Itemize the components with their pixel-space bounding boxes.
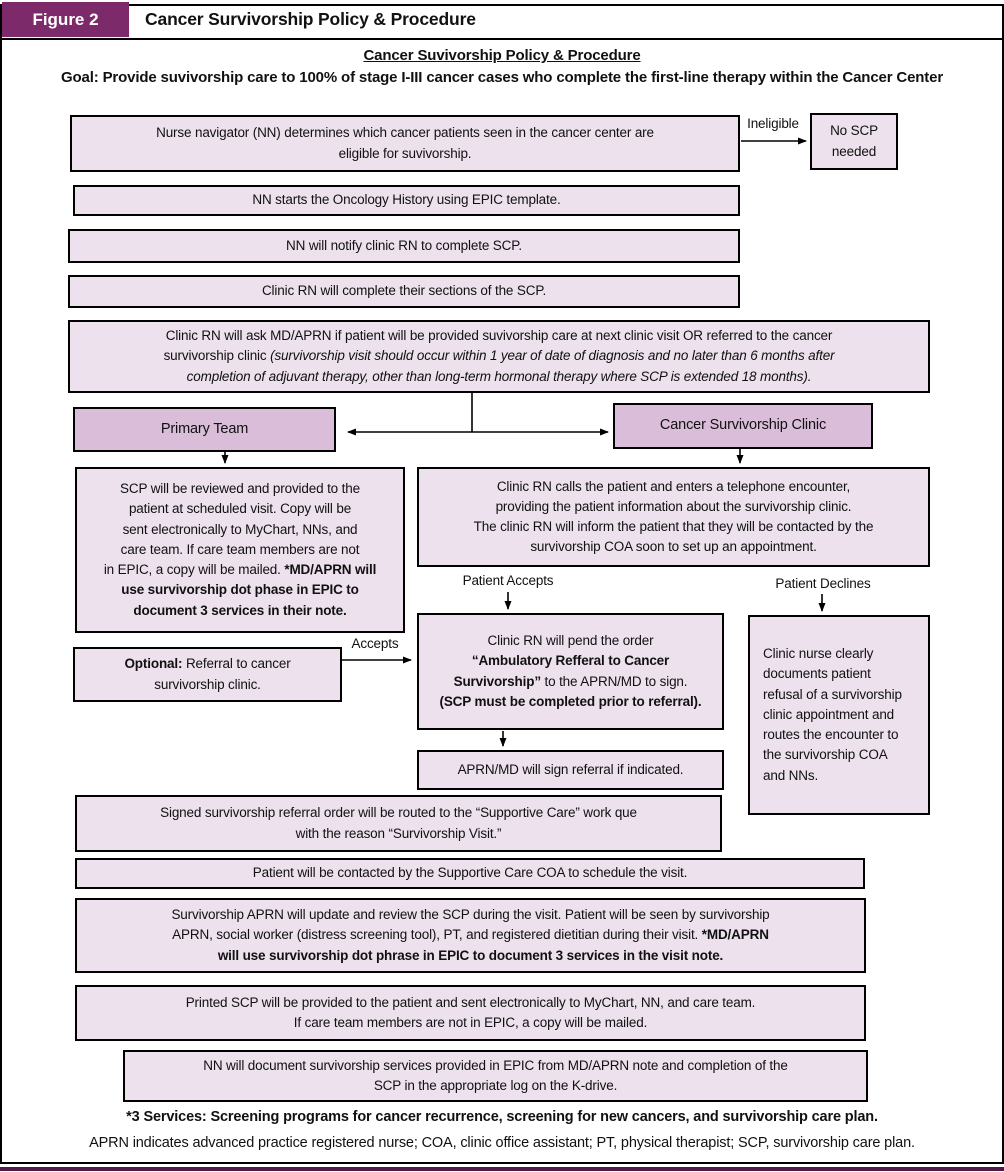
box-rn-complete-sections: [68, 275, 740, 308]
box-signed-order-routed: [75, 795, 722, 852]
box-signed-order-routed-text: Signed survivorship referral order will be routed to the “Supportive Care” work que with the reason “Survivorship Visit.”: [160, 805, 637, 841]
figure-label: Figure 2: [32, 9, 99, 29]
box-optional-referral-text: Optional: Referral to cancer survivorship clinic.: [124, 656, 291, 692]
box-telephone-encounter: [417, 467, 930, 567]
label-ineligible: Ineligible: [747, 116, 799, 131]
footnote-3-services: *3 Services: Screening programs for cancer recurrence, screening for new cancers, and survivorship care plan.: [126, 1109, 878, 1125]
box-pend-order-text: Clinic RN will pend the order “Ambulatory Refferal to Cancer Survivorship” to the APRN/MD to sign. (SCP must be completed prior to referral).: [439, 633, 702, 709]
box-notify-clinic-rn: [68, 229, 740, 263]
figure-label-badge: [2, 2, 129, 37]
box-printed-scp: [75, 985, 866, 1041]
box-patient-contacted: [75, 858, 865, 889]
box-survivorship-aprn-visit: [75, 898, 866, 973]
box-optional-referral: [73, 647, 342, 702]
figure-title: Cancer Survivorship Policy & Procedure: [145, 9, 476, 29]
label-accepts: Accepts: [351, 636, 399, 651]
box-primary-team-text: Primary Team: [160, 420, 249, 437]
box-notify-clinic-rn-text: NN will notify clinic RN to complete SCP.: [286, 237, 522, 253]
box-cancer-survivorship-clinic: [613, 403, 873, 449]
box-clinic-nurse-documents-text: Clinic nurse clearly documents patient refusal of a survivorship clinic appointment and routes the encounter to the survivorship COA and NNs.: [763, 646, 902, 783]
header-divider: [0, 38, 1004, 40]
flowchart-goal: Goal: Provide suvivorship care to 100% of stage I-III cancer cases who complete the first-line therapy within the Cancer Center: [60, 69, 944, 86]
label-patient-declines: Patient Declines: [775, 576, 871, 591]
box-telephone-encounter-text: Clinic RN calls the patient and enters a telephone encounter, providing the patient information about the survivorship clinic. The clinic RN will inform the patient that they will be contacted by the survivorship COA soon to set up an appointment.: [473, 478, 874, 555]
box-patient-contacted-text: Patient will be contacted by the Supportive Care COA to schedule the visit.: [252, 865, 688, 881]
box-ask-md-aprn-text: Clinic RN will ask MD/APRN if patient will be provided suvivorship care at next clinic visit OR referred to the cancer survivorship clinic (survivorship visit should occur within 1 year of date of diagnosis and no later than 6 months after completion of adjuvant therapy, other than long-term hormonal therapy where SCP is extended 18 months).: [163, 328, 835, 384]
box-no-scp-needed: [810, 113, 898, 170]
box-printed-scp-text: Printed SCP will be provided to the patient and sent electronically to MyChart, NN, and care team. If care team members are not in EPIC, a copy will be mailed.: [185, 994, 756, 1030]
box-nurse-navigator-text: Nurse navigator (NN) determines which cancer patients seen in the cancer center are eligible for suvivorship.: [156, 125, 654, 161]
box-sign-referral: [417, 750, 724, 790]
footnote-abbreviations: APRN indicates advanced practice registered nurse; COA, clinic office assistant; PT, physical therapist; SCP, survivorship care plan.: [89, 1135, 915, 1151]
box-nn-document-services-text: NN will document survivorship services provided in EPIC from MD/APRN note and completion of the SCP in the appropriate log on the K-drive.: [203, 1057, 788, 1093]
box-no-scp-needed-text: No SCP needed: [830, 123, 878, 159]
box-sign-referral-text: APRN/MD will sign referral if indicated.: [457, 761, 684, 777]
box-pend-order: [417, 613, 724, 730]
box-oncology-history-text: NN starts the Oncology History using EPIC template.: [252, 192, 561, 208]
box-scp-review-text: SCP will be reviewed and provided to the patient at scheduled visit. Copy will be sent electronically to MyChart, NNs, and care team. If care team members are not in EPIC, a copy will be mailed. *MD/APRN will use survivorship dot phase in EPIC to document 3 services in their note.: [103, 481, 377, 618]
page-bottom-rule: [0, 1167, 1004, 1171]
box-primary-team: [73, 407, 336, 452]
box-ask-md-aprn: [68, 320, 930, 393]
box-nurse-navigator: [70, 115, 740, 172]
label-patient-accepts: Patient Accepts: [462, 573, 554, 588]
box-rn-complete-sections-text: Clinic RN will complete their sections of the SCP.: [261, 283, 547, 299]
box-cancer-survivorship-clinic-text: Cancer Survivorship Clinic: [659, 417, 827, 434]
box-oncology-history: [73, 185, 740, 216]
flowchart-title: Cancer Suvivorship Policy & Procedure: [363, 47, 641, 64]
box-survivorship-aprn-visit-text: Survivorship APRN will update and review the SCP during the visit. Patient will be seen by survivorship APRN, social worker (distress screening tool), PT, and registered dietitian during their visit. *MD/APRN will use survivorship dot phrase in EPIC to document 3 services in the visit note.: [171, 907, 770, 963]
box-clinic-nurse-documents: [748, 615, 930, 815]
box-scp-review: [75, 467, 405, 633]
box-nn-document-services: [123, 1050, 868, 1102]
